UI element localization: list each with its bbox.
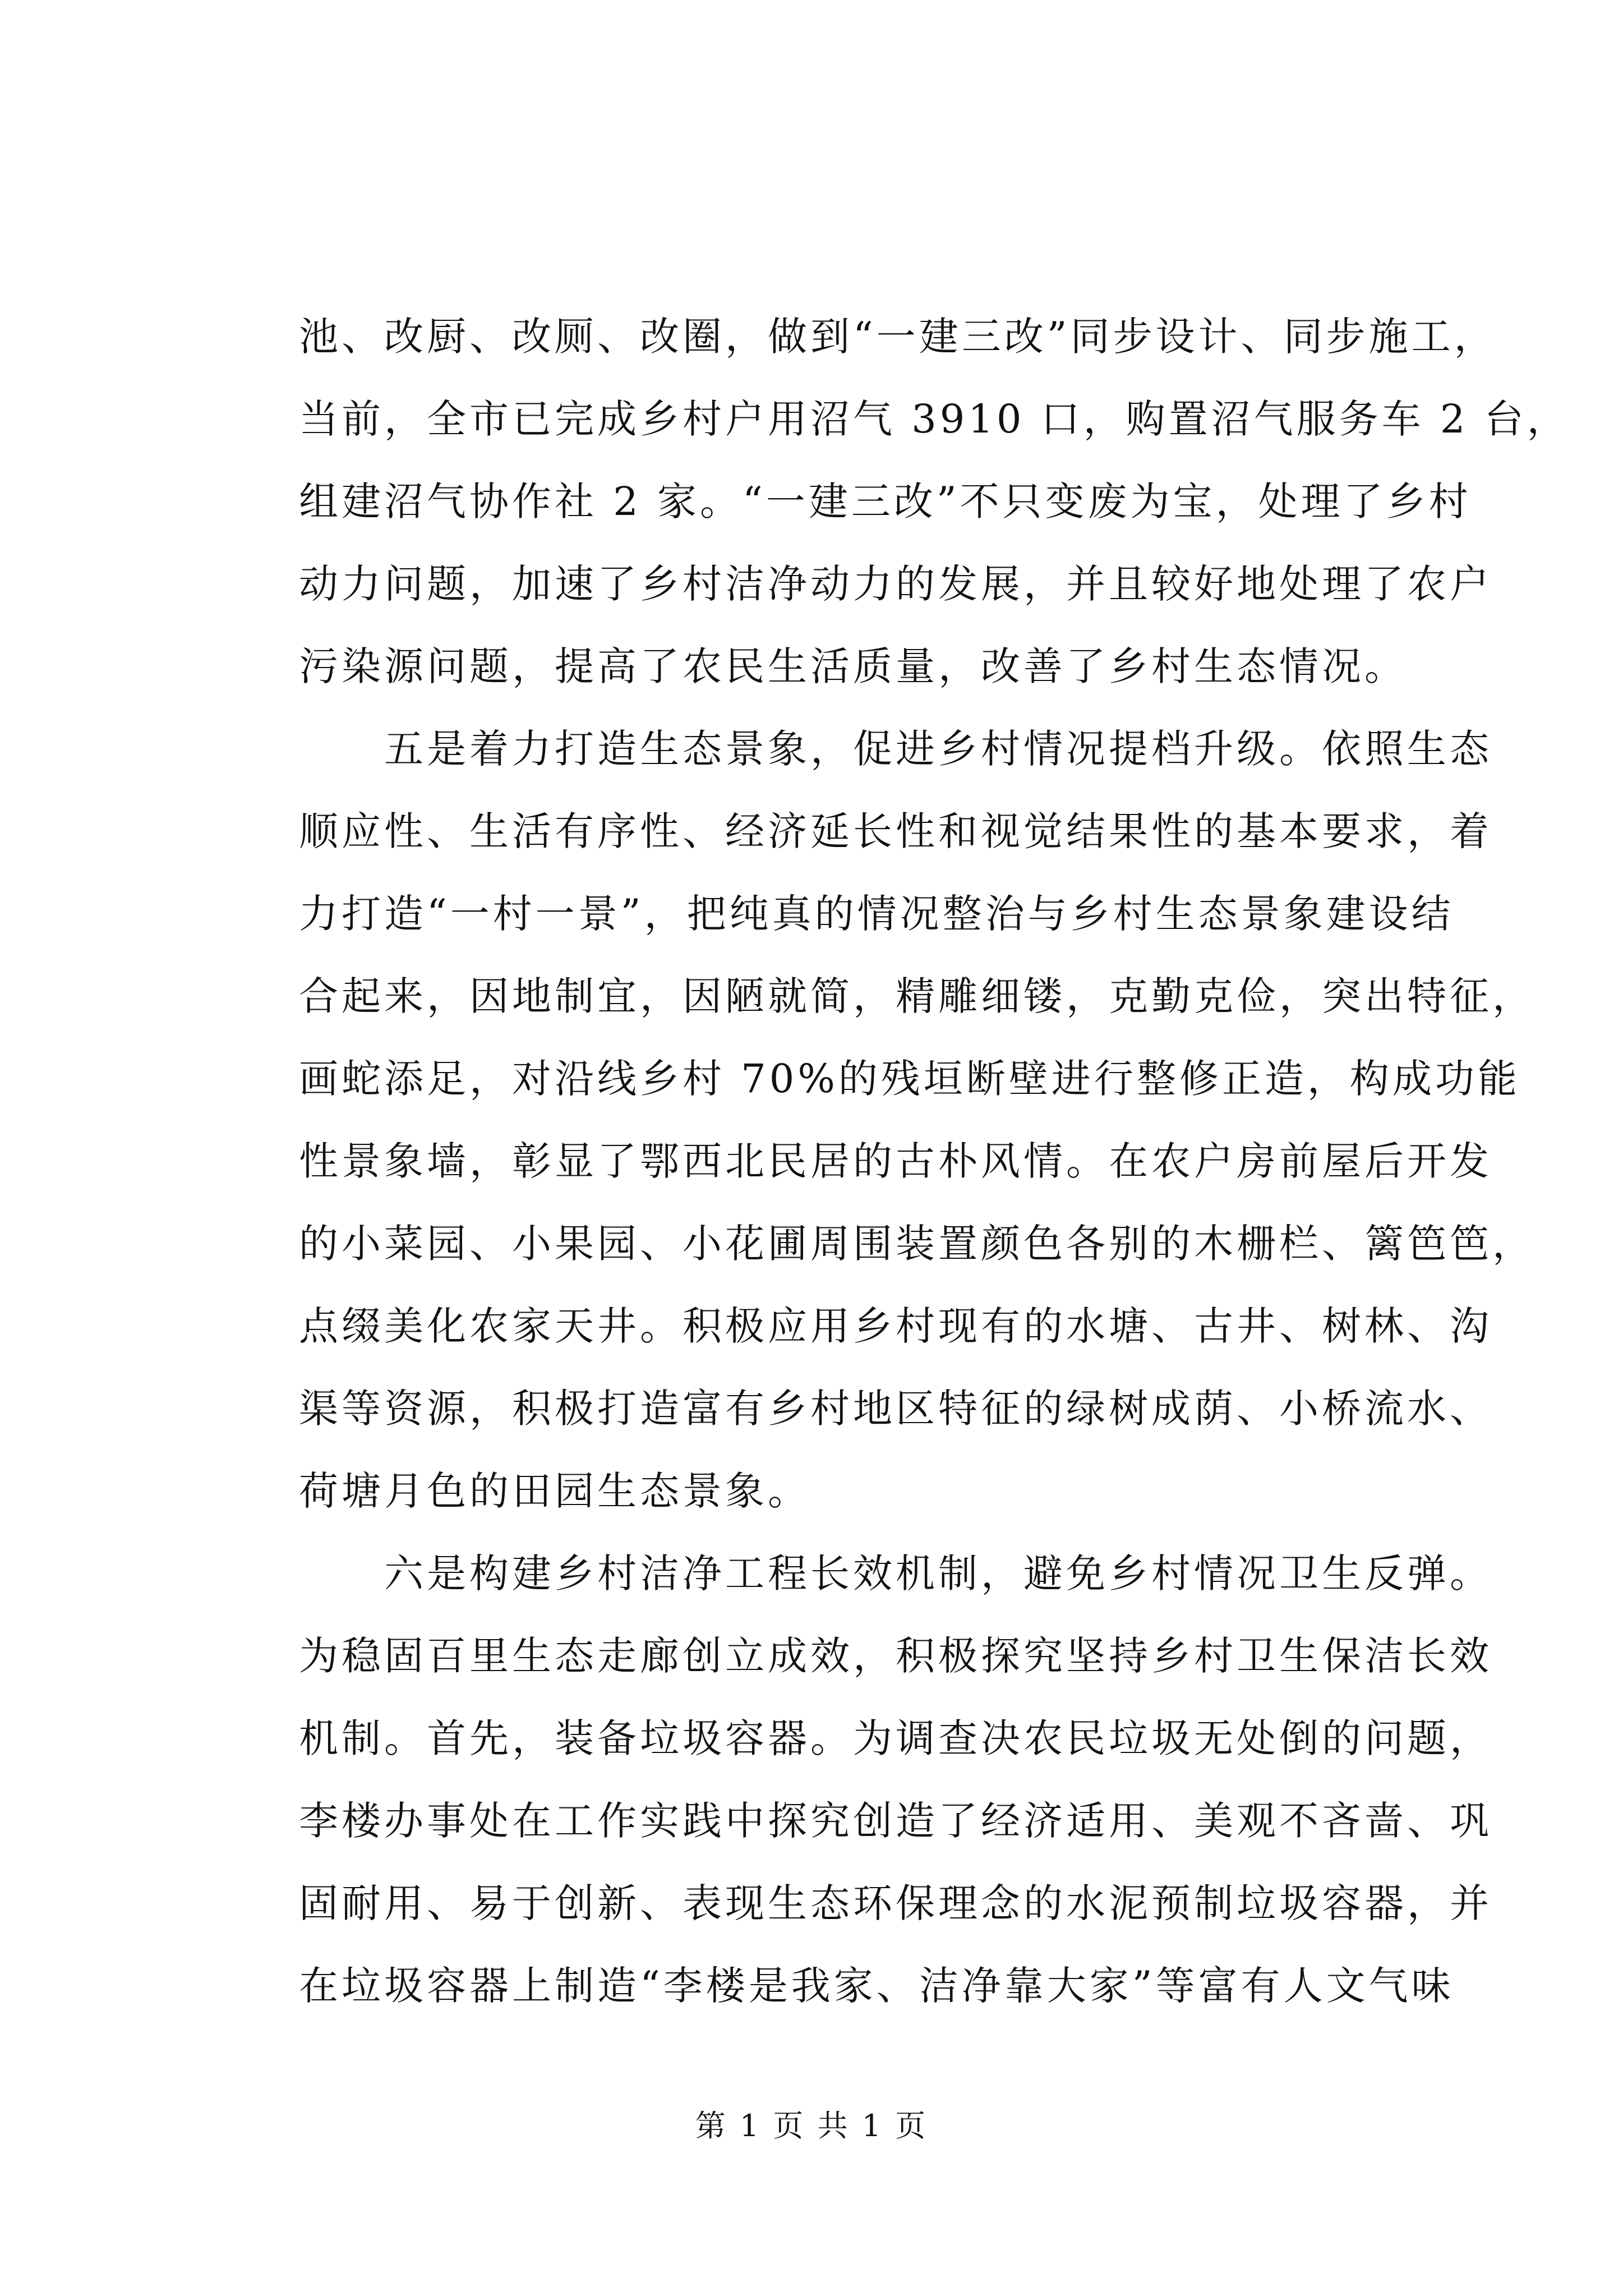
text-line: 的小菜园、小果园、小花圃周围装置颜色各别的木栅栏、篱笆笆， — [299, 1221, 1535, 1267]
text-line: 池、改厨、改厕、改圈，做到“一建三改”同步设计、同步施工， — [299, 314, 1497, 360]
text-line: 为稳固百里生态走廊创立成效，积极探究坚持乡村卫生保洁长效 — [299, 1633, 1492, 1679]
text-line: 动力问题，加速了乡村洁净动力的发展，并且较好地处理了农户 — [299, 561, 1492, 607]
text-line: 渠等资源，积极打造富有乡村地区特征的绿树成荫、小桥流水、 — [299, 1386, 1492, 1432]
paragraph-start-line: 六是构建乡村洁净工程长效机制，避免乡村情况卫生反弹。 — [299, 1550, 1492, 1596]
body-text — [299, 311, 1570, 2043]
text-line: 顺应性、生活有序性、经济延长性和视觉结果性的基本要求，着 — [299, 808, 1492, 854]
text-line: 在垃圾容器上制造“李楼是我家、洁净靠大家”等富有人文气味 — [299, 1963, 1454, 2009]
text-line: 荷塘月色的田园生态景象。 — [299, 1468, 810, 1514]
text-line: 力打造“一村一景”，把纯真的情况整治与乡村生态景象建设结 — [299, 891, 1454, 937]
text-line: 点缀美化农家天井。积极应用乡村现有的水塘、古井、树林、沟 — [299, 1303, 1492, 1349]
page-footer: 第 1 页 共 1 页 — [695, 2108, 928, 2143]
text-line: 李楼办事处在工作实践中探究创造了经济适用、美观不吝啬、巩 — [299, 1798, 1492, 1844]
text-line: 合起来，因地制宜，因陋就简，精雕细镂，克勤克俭，突出特征， — [299, 973, 1535, 1019]
text-line: 画蛇添足，对沿线乡村 70%的残垣断壁进行整修正造，构成功能 — [299, 1056, 1520, 1102]
text-line: 组建沼气协作社 2 家。“一建三改”不只变废为宝，处理了乡村 — [299, 478, 1472, 524]
text-line: 污染源问题，提高了农民生活质量，改善了乡村生态情况。 — [299, 643, 1407, 689]
text-line: 当前，全市已完成乡村户用沼气 3910 口，购置沼气服务车 2 台， — [299, 396, 1570, 442]
text-line: 固耐用、易于创新、表现生态环保理念的水泥预制垃圾容器，并 — [299, 1880, 1492, 1926]
text-line: 机制。首先，装备垃圾容器。为调查决农民垃圾无处倒的问题， — [299, 1715, 1492, 1761]
text-line: 性景象墙，彰显了鄂西北民居的古朴风情。在农户房前屋后开发 — [299, 1138, 1492, 1184]
paragraph-start-line: 五是着力打造生态景象，促进乡村情况提档升级。依照生态 — [299, 726, 1492, 772]
